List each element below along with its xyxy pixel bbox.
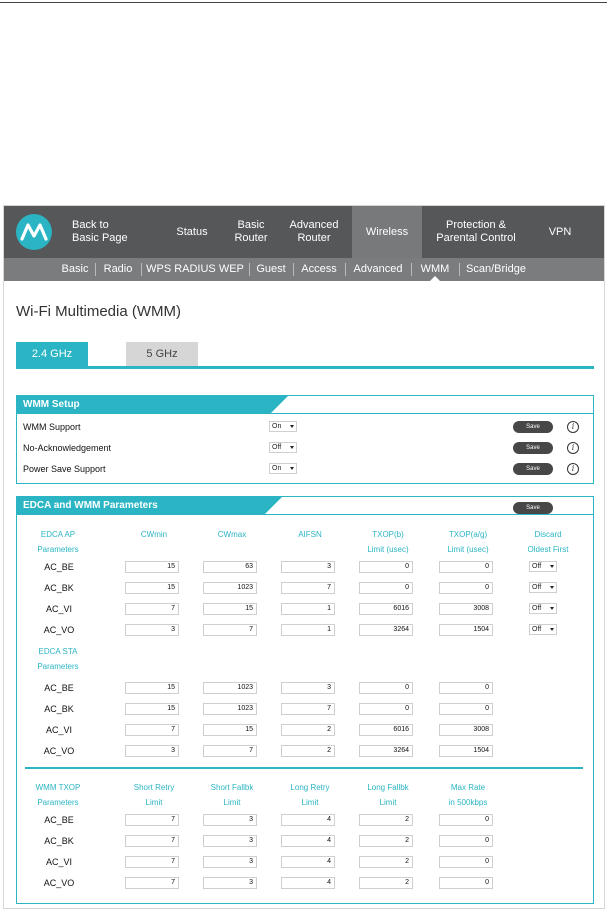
sta-value-input[interactable]: 15: [125, 703, 179, 715]
sta-value-input[interactable]: 0: [439, 703, 493, 715]
discard-oldest-select[interactable]: [529, 624, 557, 635]
subnav-access[interactable]: Access: [301, 263, 337, 275]
ap-value-input[interactable]: 3008: [439, 603, 493, 615]
txop-value-input[interactable]: 7: [125, 814, 179, 826]
subnav-separator: [459, 263, 460, 276]
sta-value-input[interactable]: 2: [281, 724, 335, 736]
subnav-guest[interactable]: Guest: [256, 263, 286, 275]
txop-value-input[interactable]: 2: [359, 877, 413, 889]
sta-value-input[interactable]: 1023: [203, 682, 257, 694]
sta-value-input[interactable]: 1023: [203, 703, 257, 715]
wmm-txop-label: WMM TXOP Parameters: [35, 783, 81, 807]
router-ui-frame: [3, 205, 605, 909]
tab-underline: [16, 366, 594, 369]
ap-value-input[interactable]: 63: [203, 561, 257, 573]
txop-value-input[interactable]: 2: [359, 814, 413, 826]
discard-oldest-value: Off: [532, 563, 542, 570]
txop-value-input[interactable]: 0: [439, 835, 493, 847]
subnav-separator: [95, 263, 96, 276]
power-save-save-button[interactable]: Save: [513, 463, 553, 475]
ap-value-input[interactable]: 6016: [359, 603, 413, 615]
edca-col-header: TXOP(b) Limit (usec): [367, 530, 409, 554]
subnav-advanced[interactable]: Advanced: [353, 263, 403, 275]
txop-value-input[interactable]: 3: [203, 835, 257, 847]
power-save-value: On: [272, 465, 282, 472]
nav-vpn[interactable]: VPN: [548, 225, 572, 238]
no-ack-label: No-Acknowledgement: [23, 443, 112, 453]
sta-value-input[interactable]: 7: [125, 724, 179, 736]
info-icon[interactable]: i: [567, 442, 579, 454]
no-ack-save-button[interactable]: Save: [513, 442, 553, 454]
ap-value-input[interactable]: 3264: [359, 624, 413, 636]
panel-header-rule: [17, 413, 593, 414]
subnav-separator: [293, 263, 294, 276]
chevron-down-icon: [550, 586, 554, 589]
ap-value-input[interactable]: 15: [203, 603, 257, 615]
ap-value-input[interactable]: 7: [281, 582, 335, 594]
txop-col-header: Short Retry Limit: [133, 783, 175, 807]
txop-value-input[interactable]: 0: [439, 856, 493, 868]
sta-value-input[interactable]: 15: [125, 682, 179, 694]
chevron-down-icon: [550, 607, 554, 610]
nav-wireless[interactable]: Wireless: [352, 206, 422, 258]
sta-value-input[interactable]: 0: [359, 682, 413, 694]
txop-value-input[interactable]: 3: [203, 856, 257, 868]
sta-value-input[interactable]: 3: [281, 682, 335, 694]
chevron-down-icon: [290, 467, 294, 470]
txop-col-header: Short Fallbk Limit: [210, 783, 254, 807]
discard-oldest-select[interactable]: [529, 582, 557, 593]
sta-value-input[interactable]: 3008: [439, 724, 493, 736]
no-ack-select[interactable]: [269, 442, 297, 453]
ap-value-input[interactable]: 0: [359, 561, 413, 573]
main-nav: [4, 206, 604, 258]
chevron-down-icon: [550, 565, 554, 568]
txop-value-input[interactable]: 0: [439, 814, 493, 826]
nav-status[interactable]: Status: [176, 225, 208, 238]
subnav-basic[interactable]: Basic: [61, 263, 89, 275]
ap-value-input[interactable]: 15: [125, 561, 179, 573]
subnav-separator: [249, 263, 250, 276]
wmm-support-select[interactable]: [269, 421, 297, 432]
sta-value-input[interactable]: 7: [203, 745, 257, 757]
txop-value-input[interactable]: 3: [203, 877, 257, 889]
chevron-down-icon: [290, 446, 294, 449]
edca-title: EDCA and WMM Parameters: [17, 497, 265, 514]
wmm-setup-panel: [16, 395, 594, 484]
txop-value-input[interactable]: 7: [125, 856, 179, 868]
ap-value-input[interactable]: 7: [125, 603, 179, 615]
sub-nav: [4, 258, 604, 281]
sta-row-name: AC_BK: [44, 704, 74, 714]
wmm-setup-title: WMM Setup: [17, 396, 271, 413]
power-save-label: Power Save Support: [23, 464, 106, 474]
edca-col-header: CWmin: [140, 530, 168, 539]
tab-2-4-ghz[interactable]: 2.4 GHz: [16, 342, 88, 366]
subnav-scan-bridge[interactable]: Scan/Bridge: [466, 263, 526, 275]
edca-sta-label: EDCA STA Parameters: [37, 647, 79, 671]
ap-row-name: AC_VI: [45, 604, 72, 614]
page-title: Wi-Fi Multimedia (WMM): [16, 303, 181, 320]
chevron-down-icon: [550, 628, 554, 631]
txop-value-input[interactable]: 4: [281, 814, 335, 826]
section-divider: [25, 767, 583, 769]
sta-value-input[interactable]: 3: [125, 745, 179, 757]
sta-value-input[interactable]: 6016: [359, 724, 413, 736]
tab-5-ghz[interactable]: 5 GHz: [126, 342, 198, 366]
discard-oldest-value: Off: [532, 584, 542, 591]
ap-row-name: AC_BK: [44, 583, 74, 593]
txop-value-input[interactable]: 4: [281, 877, 335, 889]
subnav-wps-radius-wep[interactable]: WPS RADIUS WEP: [146, 263, 244, 275]
sta-value-input[interactable]: 7: [281, 703, 335, 715]
ap-value-input[interactable]: 0: [439, 561, 493, 573]
wmm-support-value: On: [272, 423, 282, 430]
txop-value-input[interactable]: 2: [359, 856, 413, 868]
ap-value-input[interactable]: 1: [281, 603, 335, 615]
txop-row-name: AC_VI: [45, 857, 72, 867]
txop-row-name: AC_VO: [43, 878, 75, 888]
power-save-select[interactable]: [269, 463, 297, 474]
discard-oldest-select[interactable]: [529, 561, 557, 572]
edca-save-button[interactable]: Save: [513, 502, 553, 514]
ap-value-input[interactable]: 15: [125, 582, 179, 594]
edca-col-header: CWmax: [217, 530, 247, 539]
wmm-support-label: WMM Support: [23, 422, 81, 432]
sta-row-name: AC_VO: [43, 746, 75, 756]
txop-value-input[interactable]: 7: [125, 877, 179, 889]
discard-oldest-value: Off: [532, 605, 542, 612]
txop-col-header: Max Rate in 500kbps: [448, 783, 488, 807]
subnav-radio[interactable]: Radio: [103, 263, 133, 275]
nav-advanced-router[interactable]: Advanced Router: [289, 219, 339, 244]
ap-row-name: AC_BE: [44, 562, 74, 572]
chevron-down-icon: [290, 425, 294, 428]
ap-value-input[interactable]: 3: [125, 624, 179, 636]
txop-row-name: AC_BK: [44, 836, 74, 846]
edca-col-header: AIFSN: [298, 530, 322, 539]
info-icon[interactable]: i: [567, 421, 579, 433]
sta-value-input[interactable]: 1504: [439, 745, 493, 757]
sta-value-input[interactable]: 2: [281, 745, 335, 757]
wmm-support-save-button[interactable]: Save: [513, 421, 553, 433]
ap-value-input[interactable]: 3: [281, 561, 335, 573]
edca-col-header: Discard Oldest First: [527, 530, 569, 554]
txop-value-input[interactable]: 4: [281, 856, 335, 868]
motorola-logo-icon[interactable]: [16, 214, 52, 250]
subnav-wmm[interactable]: WMM: [413, 258, 457, 281]
page-top-rule: [0, 2, 607, 3]
sta-value-input[interactable]: 15: [203, 724, 257, 736]
edca-wmm-panel: [16, 496, 594, 904]
nav-protection-parental[interactable]: Protection & Parental Control: [436, 219, 516, 244]
subnav-separator: [411, 263, 412, 276]
edca-col-header: TXOP(a/g) Limit (usec): [447, 530, 489, 554]
txop-value-input[interactable]: 4: [281, 835, 335, 847]
edca-ap-label: EDCA AP Parameters: [37, 530, 79, 554]
txop-value-input[interactable]: 2: [359, 835, 413, 847]
ap-row-name: AC_VO: [43, 625, 75, 635]
ap-value-input[interactable]: 7: [203, 624, 257, 636]
panel-header-rule: [17, 514, 593, 515]
no-ack-value: Off: [272, 444, 282, 451]
subnav-separator: [345, 263, 346, 276]
discard-oldest-value: Off: [532, 626, 542, 633]
nav-basic-router[interactable]: Basic Router: [234, 219, 268, 244]
ap-value-input[interactable]: 0: [359, 582, 413, 594]
ap-value-input[interactable]: 1504: [439, 624, 493, 636]
info-icon[interactable]: i: [567, 463, 579, 475]
ap-value-input[interactable]: 1: [281, 624, 335, 636]
subnav-separator: [141, 263, 142, 276]
sta-value-input[interactable]: 3264: [359, 745, 413, 757]
sta-row-name: AC_VI: [45, 725, 72, 735]
txop-col-header: Long Fallbk Limit: [367, 783, 409, 807]
nav-back-to-basic[interactable]: Back to Basic Page: [72, 219, 128, 244]
discard-oldest-select[interactable]: [529, 603, 557, 614]
txop-col-header: Long Retry Limit: [290, 783, 330, 807]
sta-value-input[interactable]: 0: [359, 703, 413, 715]
ap-value-input[interactable]: 0: [439, 582, 493, 594]
sta-row-name: AC_BE: [44, 683, 74, 693]
txop-row-name: AC_BE: [44, 815, 74, 825]
txop-value-input[interactable]: 7: [125, 835, 179, 847]
ap-value-input[interactable]: 1023: [203, 582, 257, 594]
txop-value-input[interactable]: 3: [203, 814, 257, 826]
txop-value-input[interactable]: 0: [439, 877, 493, 889]
sta-value-input[interactable]: 0: [439, 682, 493, 694]
